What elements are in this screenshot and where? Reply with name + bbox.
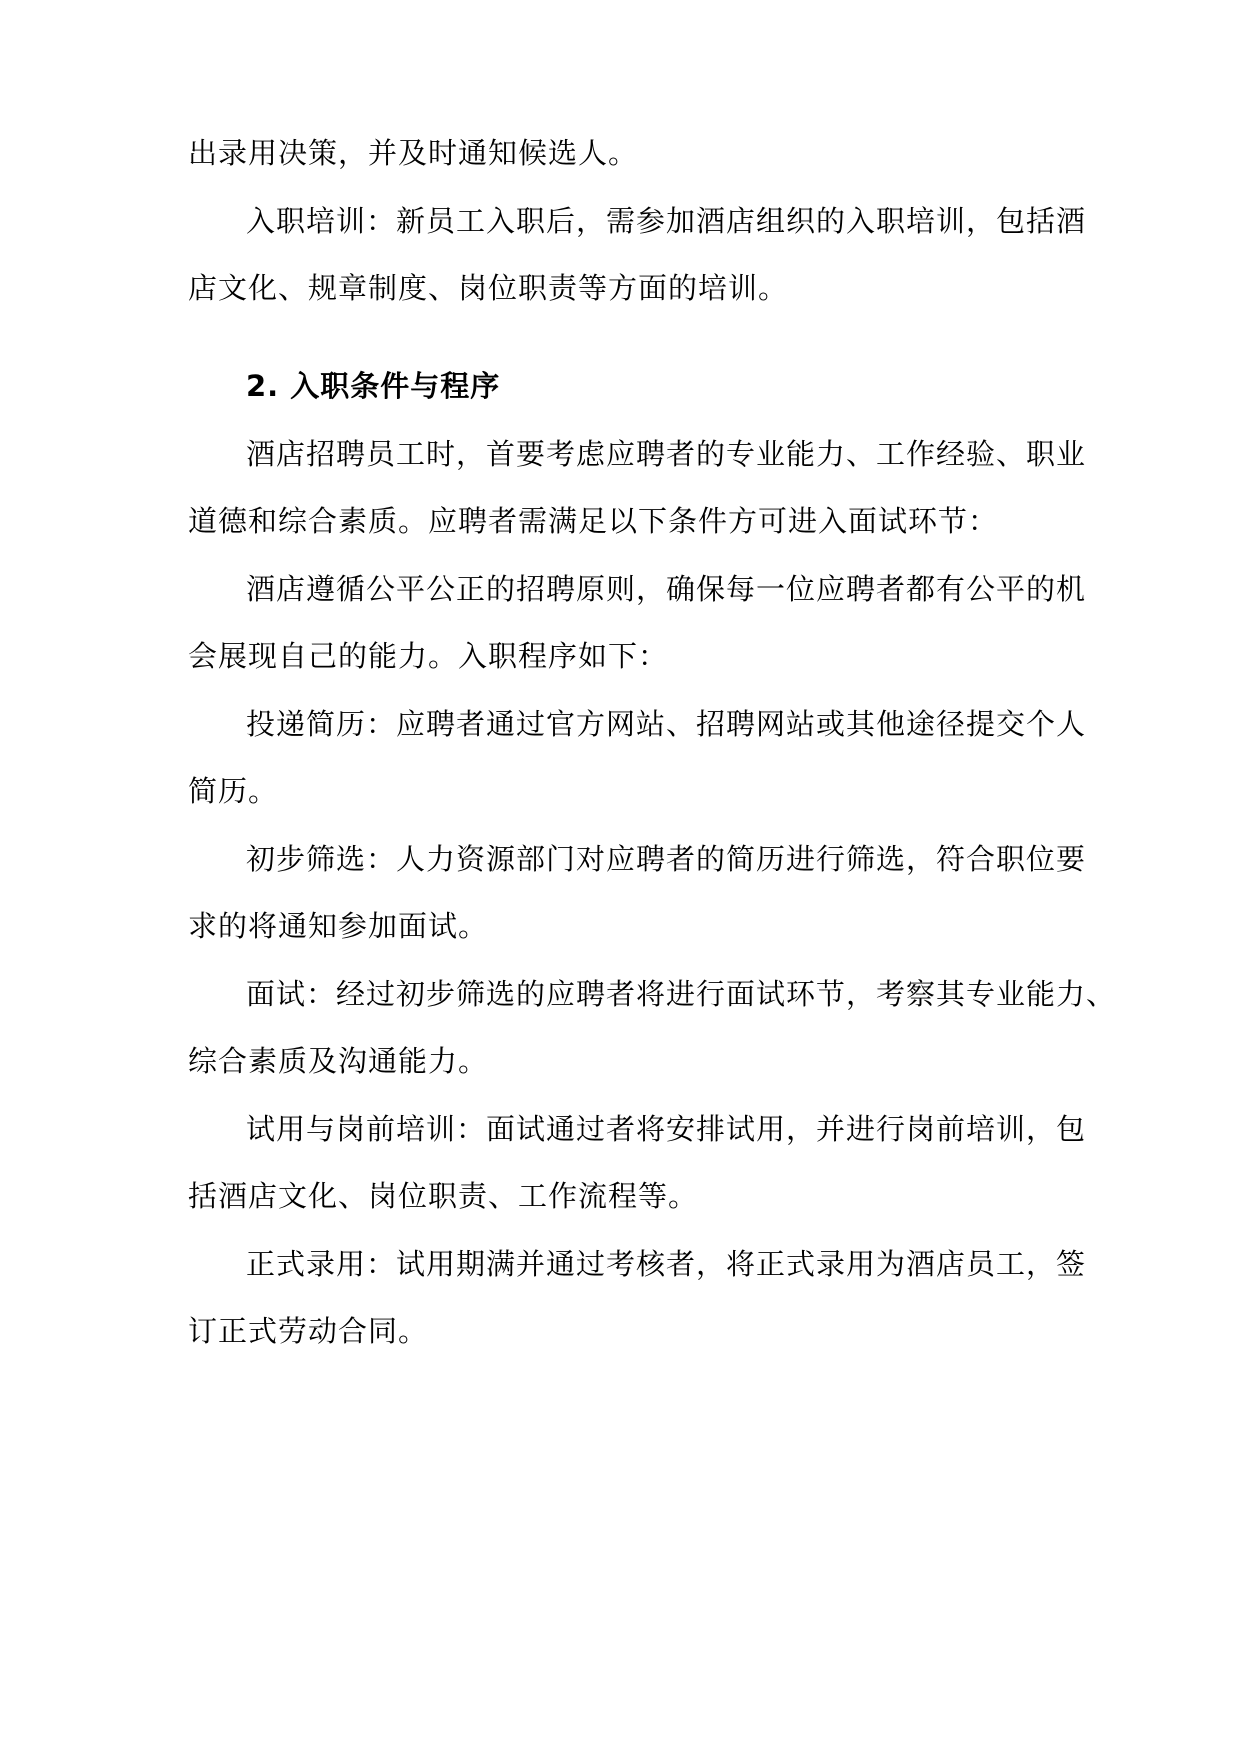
paragraph-line: 酒店招聘员工时，首要考虑应聘者的专业能力、工作经验、职业 [246, 437, 1087, 471]
paragraph-line: 求的将通知参加面试。 [188, 909, 489, 943]
paragraph-line: 初步筛选：人力资源部门对应聘者的简历进行筛选，符合职位要 [246, 842, 1087, 876]
paragraph-line: 试用与岗前培训：面试通过者将安排试用，并进行岗前培训，包 [246, 1112, 1087, 1146]
paragraph-line: 订正式劳动合同。 [188, 1314, 429, 1348]
paragraph-line: 出录用决策，并及时通知候选人。 [188, 136, 639, 170]
paragraph-line: 酒店遵循公平公正的招聘原则，确保每一位应聘者都有公平的机 [246, 572, 1087, 606]
paragraph-line: 正式录用：试用期满并通过考核者，将正式录用为酒店员工，签 [246, 1247, 1087, 1281]
paragraph-line: 面试：经过初步筛选的应聘者将进行面试环节，考察其专业能力、 [246, 977, 1117, 1011]
section-heading: 2. 入职条件与程序 [246, 369, 501, 403]
paragraph-line: 括酒店文化、岗位职责、工作流程等。 [188, 1179, 699, 1213]
paragraph-line: 简历。 [188, 774, 279, 808]
paragraph-line: 道德和综合素质。应聘者需满足以下条件方可进入面试环节： [188, 504, 999, 538]
paragraph-line: 店文化、规章制度、岗位职责等方面的培训。 [188, 271, 789, 305]
paragraph-line: 综合素质及沟通能力。 [188, 1044, 489, 1078]
paragraph-line: 投递简历：应聘者通过官方网站、招聘网站或其他途径提交个人 [246, 707, 1087, 741]
paragraph-line: 入职培训：新员工入职后，需参加酒店组织的入职培训，包括酒 [246, 204, 1087, 238]
paragraph-line: 会展现自己的能力。入职程序如下： [188, 639, 669, 673]
